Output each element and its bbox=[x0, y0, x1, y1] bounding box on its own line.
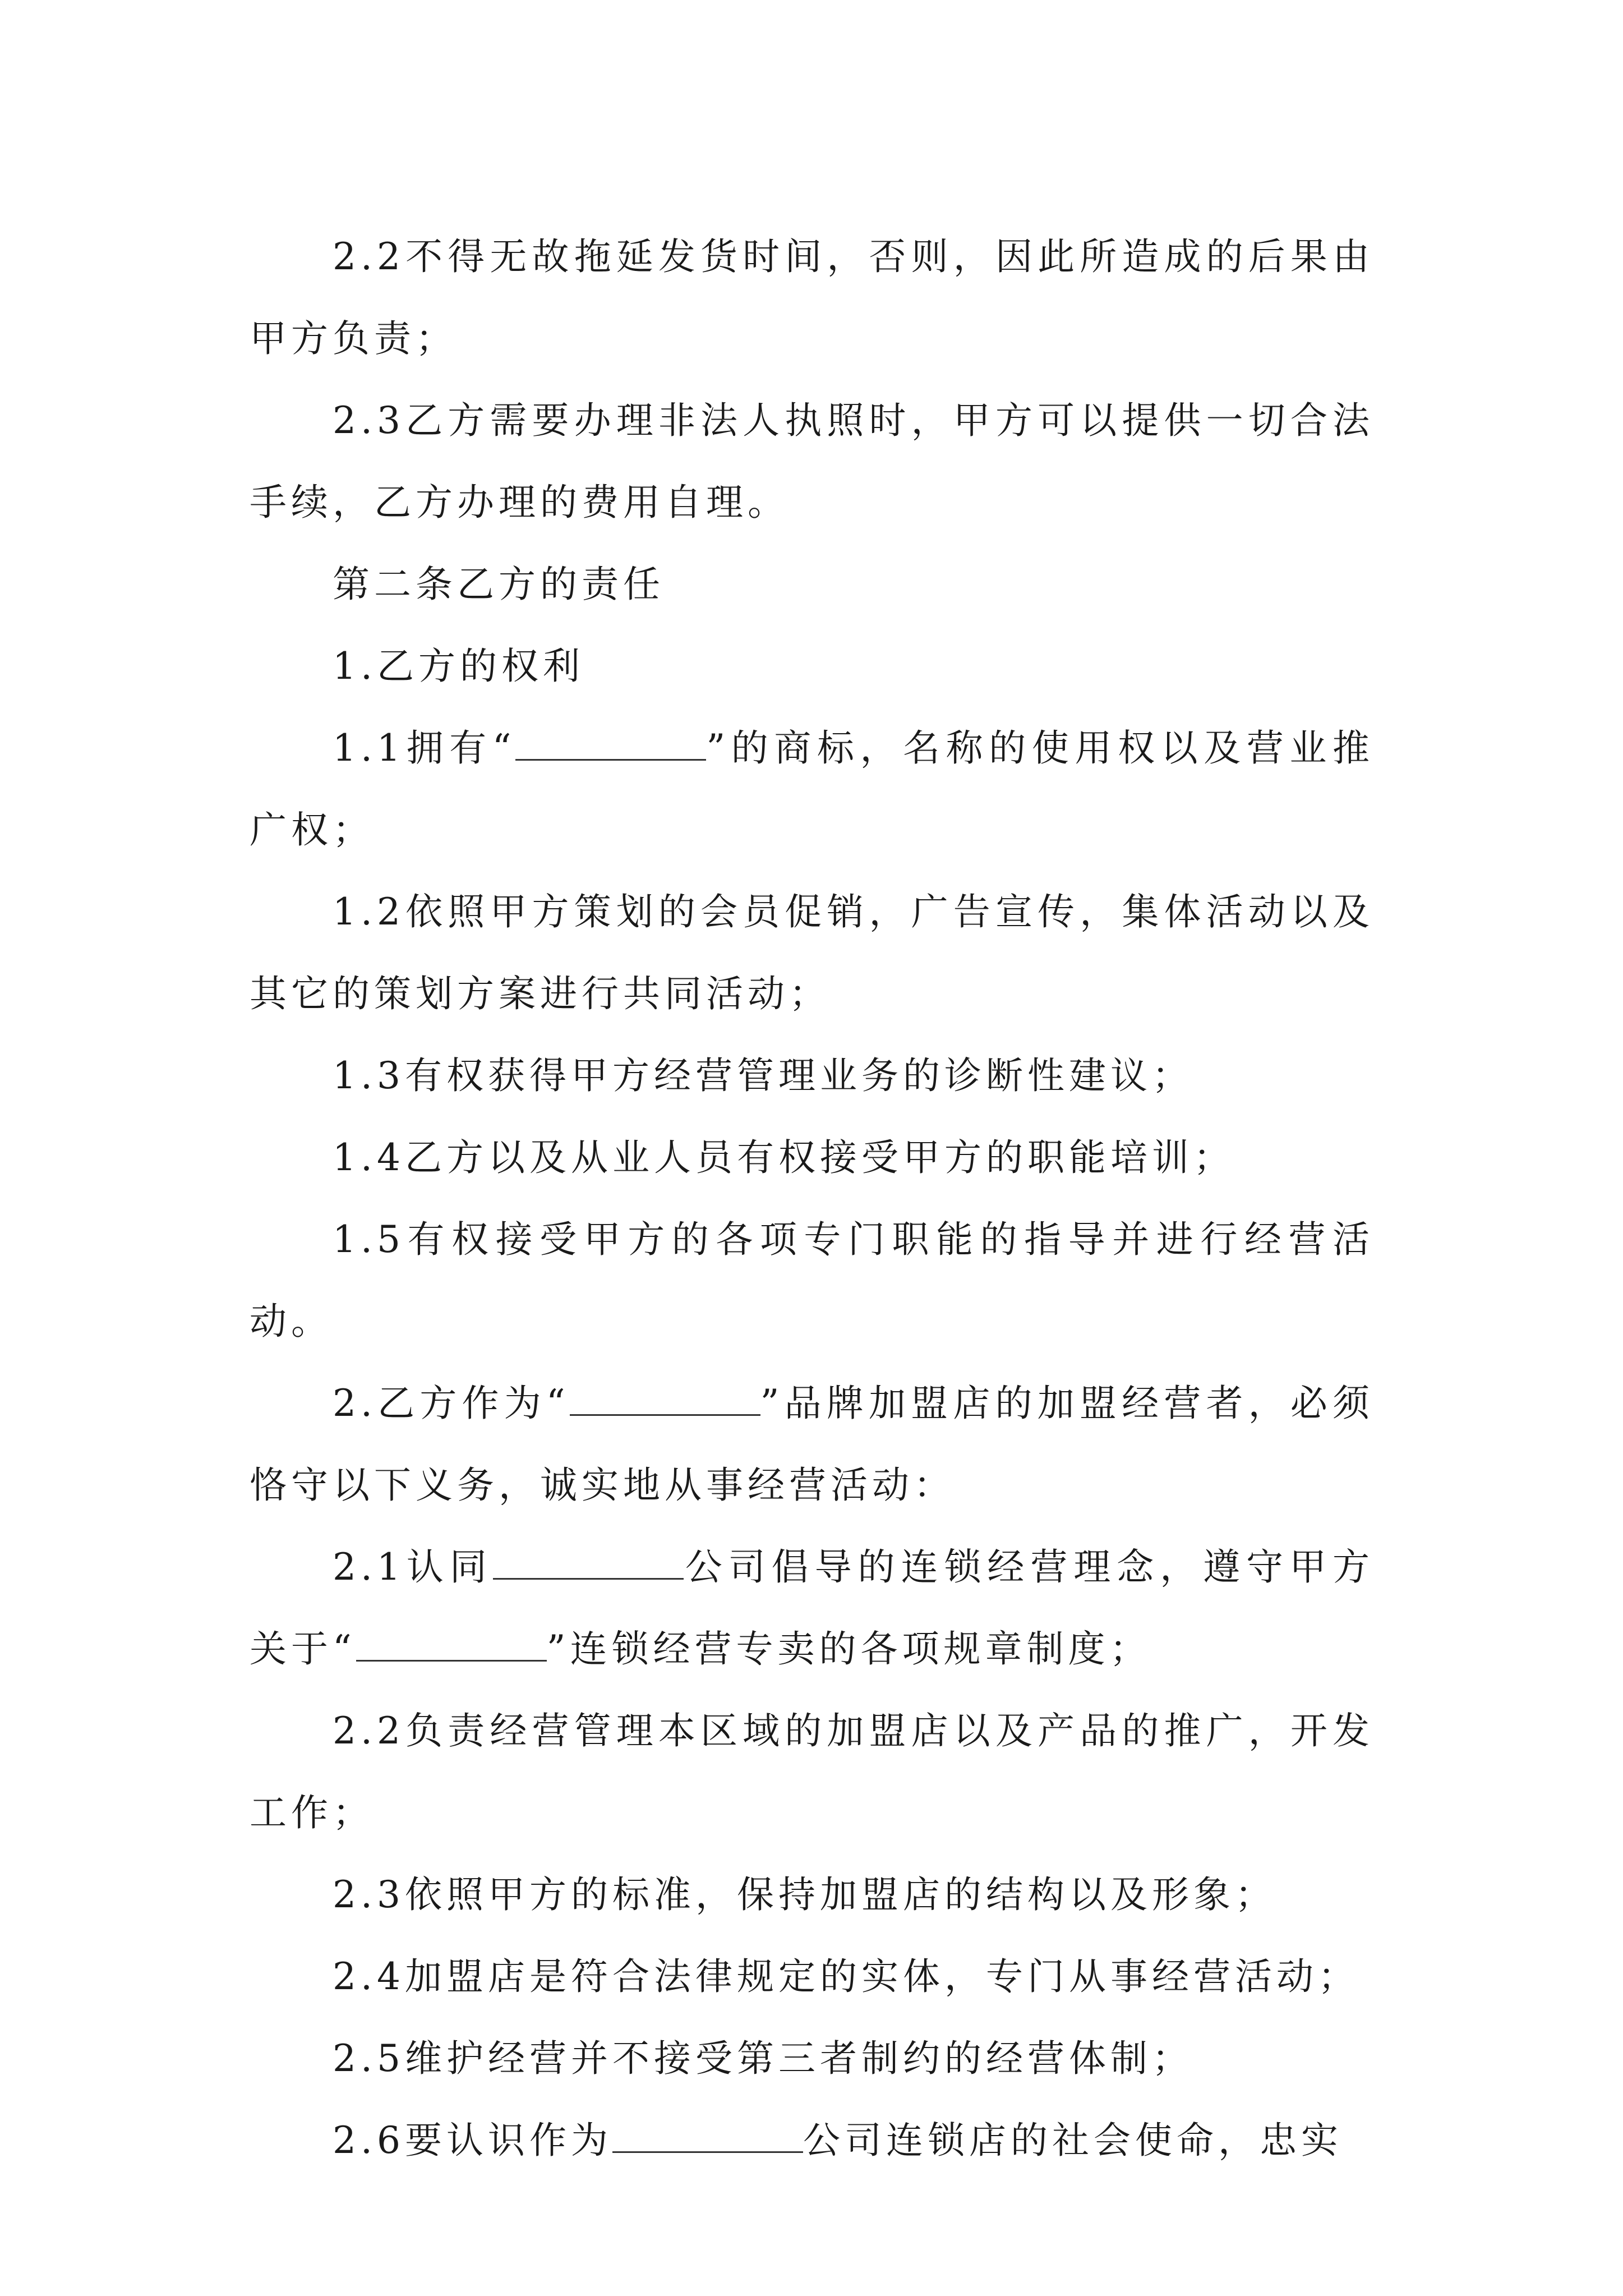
blank-field bbox=[493, 1550, 684, 1580]
paragraph-1-4-training: 1.4乙方以及从业人员有权接受甲方的职能培训； bbox=[333, 1136, 1235, 1179]
blank-field bbox=[515, 731, 706, 761]
subheading-party-b-rights: 1.乙方的权利 bbox=[333, 645, 584, 688]
document-body bbox=[250, 216, 1374, 2182]
paragraph-1-5-guidance: 1.5有权接受甲方的各项专门职能的指导并进行经营活动。 bbox=[250, 1218, 1374, 1343]
paragraph-2-3-image: 2.3依照甲方的标准，保持加盟店的结构以及形象； bbox=[333, 1873, 1276, 1916]
paragraph-1-3-advice: 1.3有权获得甲方经营管理业务的诊断性建议； bbox=[333, 1054, 1193, 1097]
blank-field bbox=[356, 1632, 547, 1662]
paragraph-1-2-promotion: 1.2依照甲方策划的会员促销，广告宣传，集体活动以及其它的策划方案进行共同活动； bbox=[250, 890, 1374, 1015]
paragraph-2-3-license: 2.3乙方需要办理非法人执照时，甲方可以提供一切合法手续，乙方办理的费用自理。 bbox=[250, 399, 1374, 524]
paragraph-2-2-delivery: 2.2不得无故拖延发货时间，否则，因此所造成的后果由甲方负责； bbox=[250, 235, 1374, 360]
paragraph-2-1-concept: 2.1认同 公司倡导的连锁经营理念，遵守甲方关于“ ”连锁经营专卖的各项规章制度； bbox=[250, 1545, 1374, 1671]
paragraph-1-1-trademark: 1.1拥有“ ”的商标，名称的使用权以及营业推广权； bbox=[250, 726, 1374, 852]
blank-field bbox=[570, 1386, 760, 1416]
section-heading-party-b-responsibility: 第二条乙方的责任 bbox=[333, 563, 665, 606]
paragraph-2-2-management: 2.2负责经营管理本区域的加盟店以及产品的推广，开发工作； bbox=[250, 1709, 1374, 1834]
blank-field bbox=[612, 2123, 803, 2153]
paragraph-2-4-entity: 2.4加盟店是符合法律规定的实体，专门从事经营活动； bbox=[333, 1955, 1359, 1998]
paragraph-2-5-independence: 2.5维护经营并不接受第三者制约的经营体制； bbox=[333, 2037, 1193, 2080]
paragraph-2-obligations: 2.乙方作为“ ”品牌加盟店的加盟经营者，必须恪守以下义务，诚实地从事经营活动： bbox=[250, 1382, 1374, 1507]
paragraph-2-6-mission: 2.6要认识作为 公司连锁店的社会使命，忠实 bbox=[333, 2119, 1343, 2162]
